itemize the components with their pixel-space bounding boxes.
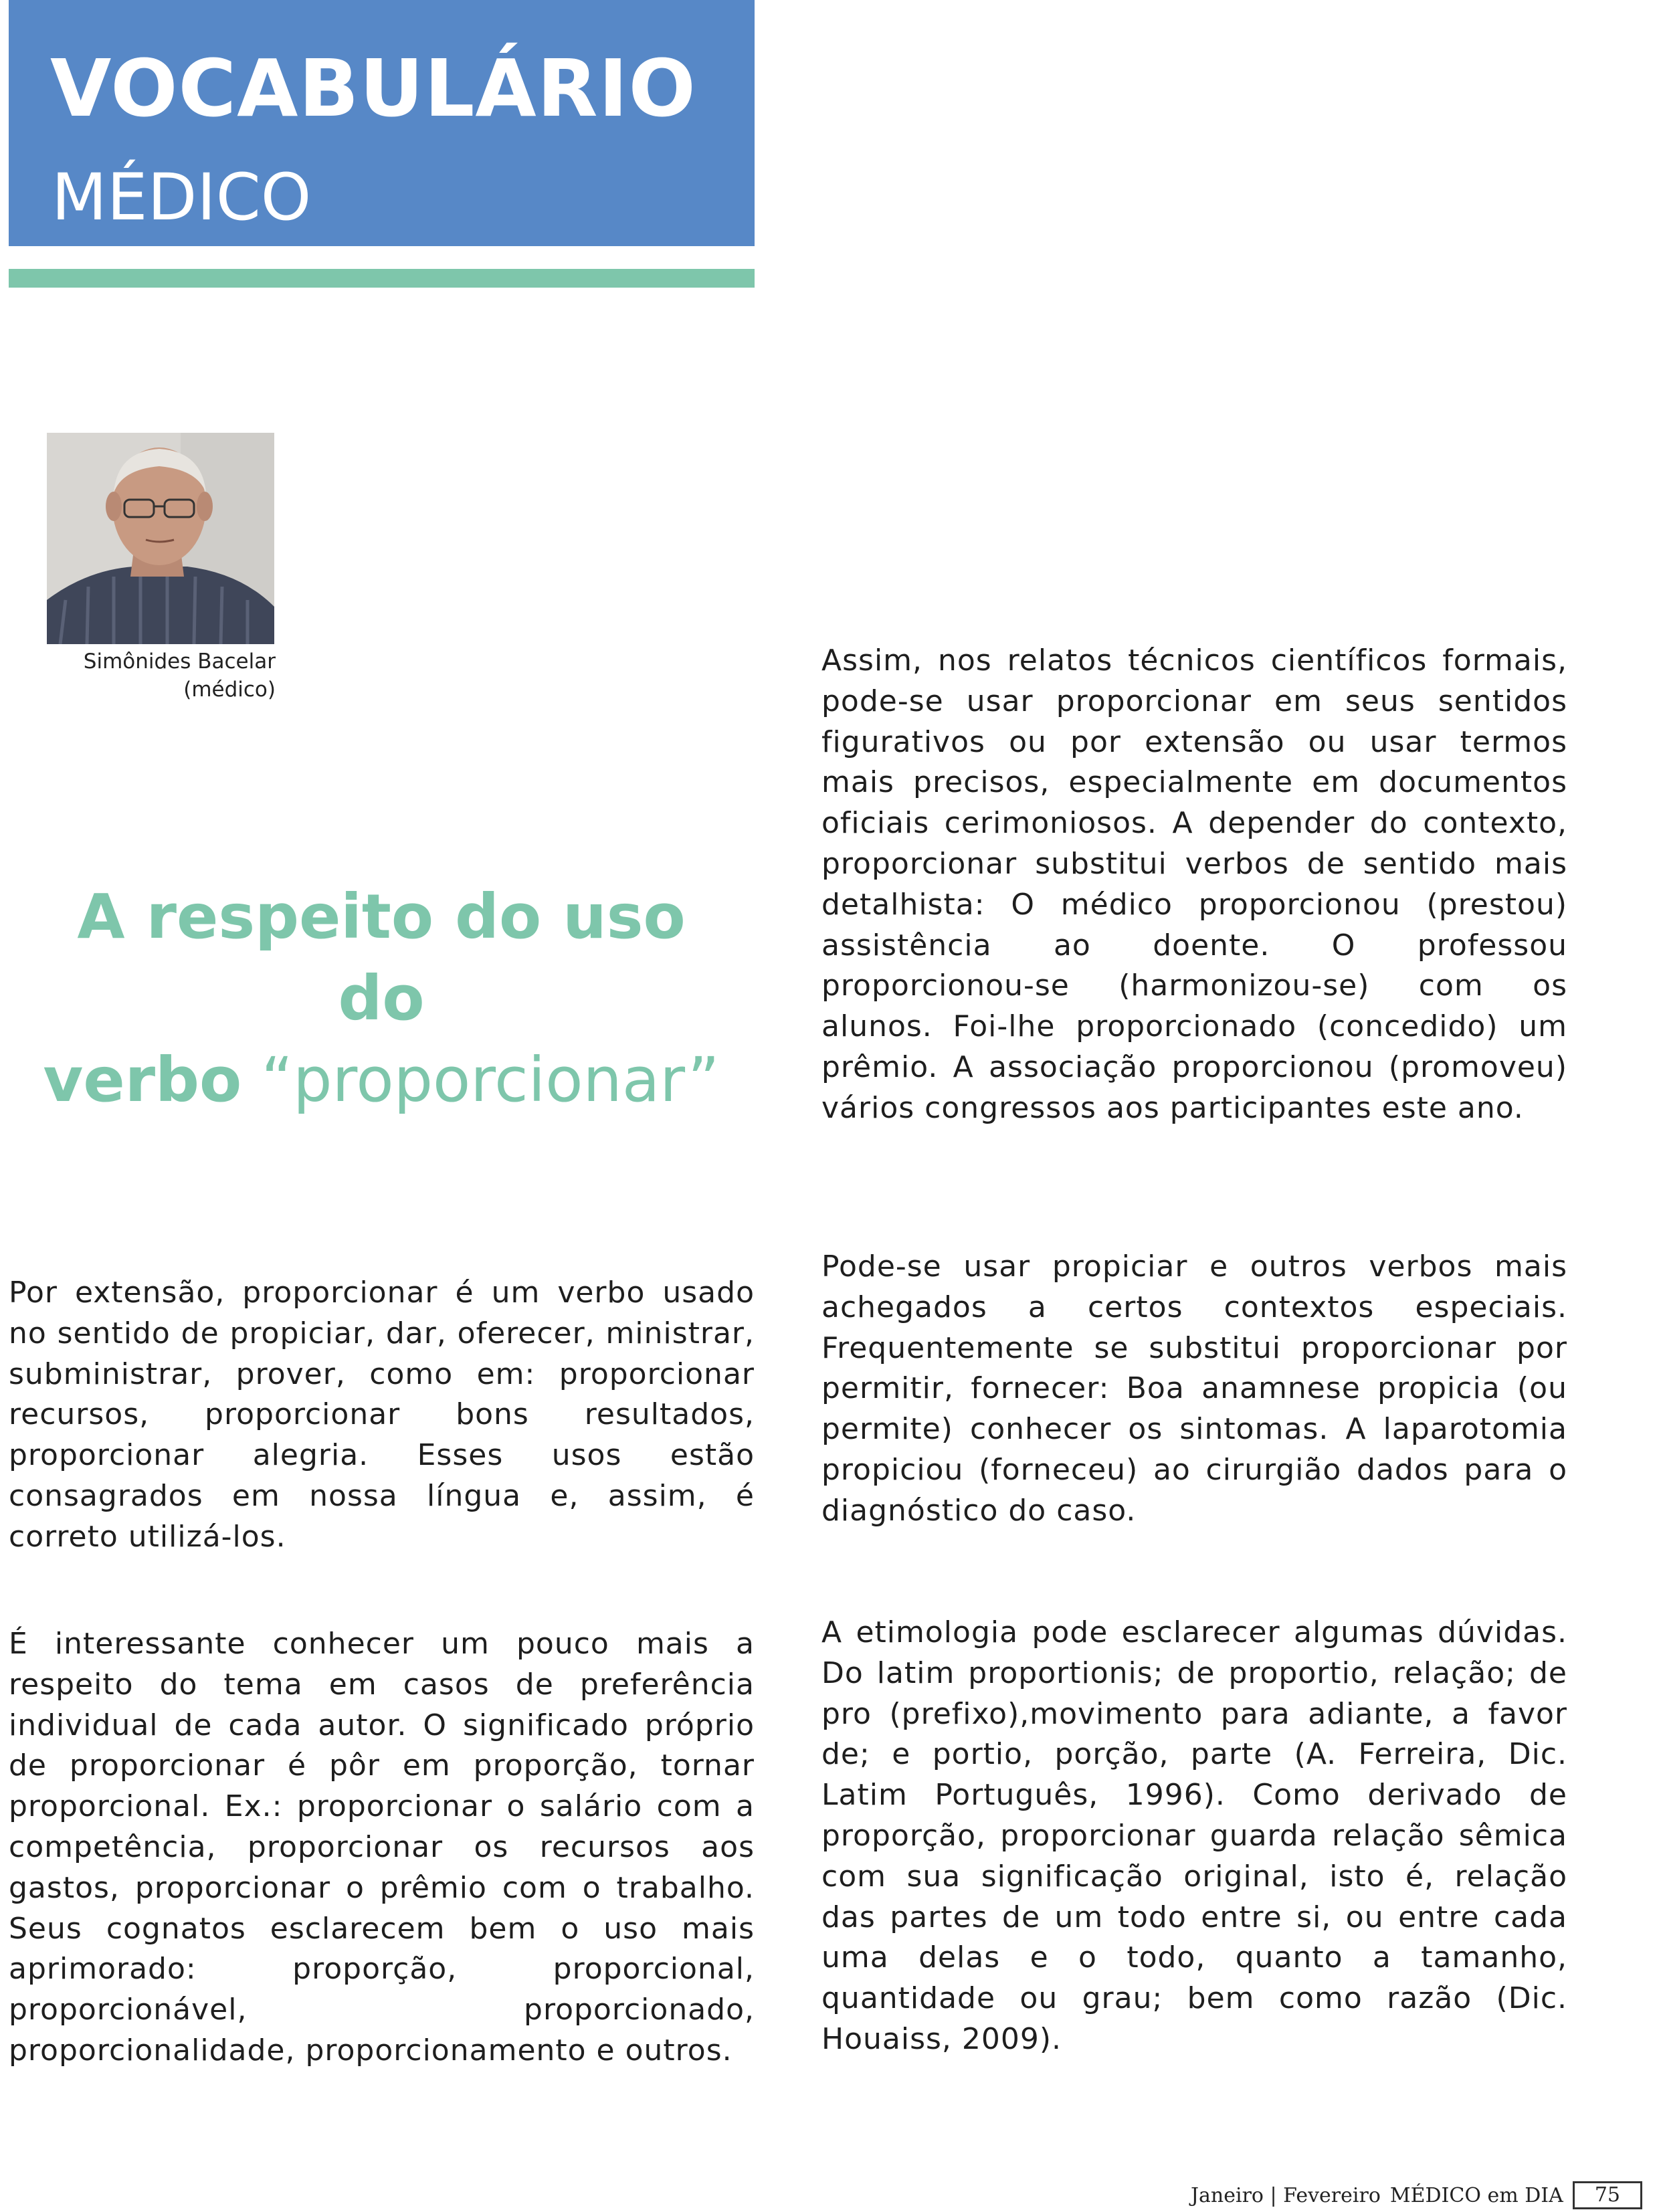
headline-bold-word: verbo: [43, 1044, 242, 1116]
left-paragraph-2: É interessante conhecer um pouco mais a respeito do tema em casos de preferência individual de cada autor. O significado próprio de proporcionar é pôr em proporção, tornar proporcional. Ex.: proporcionar o salário com a competência, proporcionar os recursos aos gastos, proporcionar o prêmio com o trabalho. Seus cognatos esclarecem bem o uso mais aprimorado: proporção, proporcional, proporcionável, proporcionado, proporcionalidade, proporcionamento e outros.: [9, 1627, 755, 2068]
right-paragraph-3: A etimologia pode esclarecer algumas dúvidas. Do latim proportionis; de proportio, relação; de pro (prefixo),movimento para adiante, a favor de; e portio, porção, parte (A. Ferreira, Dic. Latim Português, 1996). Como derivado de proporção, proporcionar guarda relação sêmica com sua significação original, isto é, relação das partes de um todo entre si, ou entre cada uma delas e o todo, quanto a tamanho, quantidade ou grau; bem como razão (Dic. Houaiss, 2009).: [821, 1615, 1567, 2056]
author-role: (médico): [183, 678, 276, 702]
author-caption: [40, 647, 276, 704]
header-accent-stripe: [9, 269, 755, 288]
right-paragraph-2: Pode-se usar propiciar e outros verbos mais achegados a certos contextos especiais. Frequentemente se substitui proporcionar por permitir, fornecer: Boa anamnese propicia (ou permite) conhecer os sintomas. A laparotomia propiciou (forneceu) ao cirurgião dados para o diagnóstico do caso.: [821, 1249, 1567, 1528]
section-title: VOCABULÁRIO: [50, 42, 696, 134]
header-banner: [9, 0, 755, 246]
left-paragraph-1: Por extensão, proporcionar é um verbo usado no sentido de propiciar, dar, oferecer, ministrar, subministrar, prover, como em: proporcionar recursos, proporcionar bons resultados, proporcionar alegria. Esses usos estão consagrados em nossa língua e, assim, é correto utilizá-los.: [9, 1276, 755, 1554]
headline-bold-line1: A respeito do uso do: [77, 881, 686, 1034]
author-photo: [47, 433, 274, 644]
section-subtitle: MÉDICO: [52, 160, 312, 235]
page-footer: [1191, 2182, 1642, 2209]
footer-magazine: MÉDICO em DIA: [1389, 2183, 1563, 2207]
headline-quoted-verb: “proporcionar”: [241, 1044, 720, 1116]
footer-issue: Janeiro | Fevereiro: [1191, 2183, 1381, 2207]
article-headline: [27, 876, 736, 1121]
author-name: Simônides Bacelar: [83, 649, 276, 674]
page-number: 75: [1573, 2181, 1642, 2209]
right-paragraph-1: Assim, nos relatos técnicos científicos formais, pode-se usar proporcionar em seus sentidos figurativos ou por extensão ou usar termos mais precisos, especialmente em documentos oficiais cerimoniosos. A depender do contexto, proporcionar substitui verbos de sentido mais detalhista: O médico proporcionou (prestou) assistência ao doente. O professou proporcionou-se (harmonizou-se) com os alunos. Foi-lhe proporcionado (concedido) um prêmio. A associação proporcionou (promoveu) vários congressos aos participantes este ano.: [821, 643, 1567, 1125]
